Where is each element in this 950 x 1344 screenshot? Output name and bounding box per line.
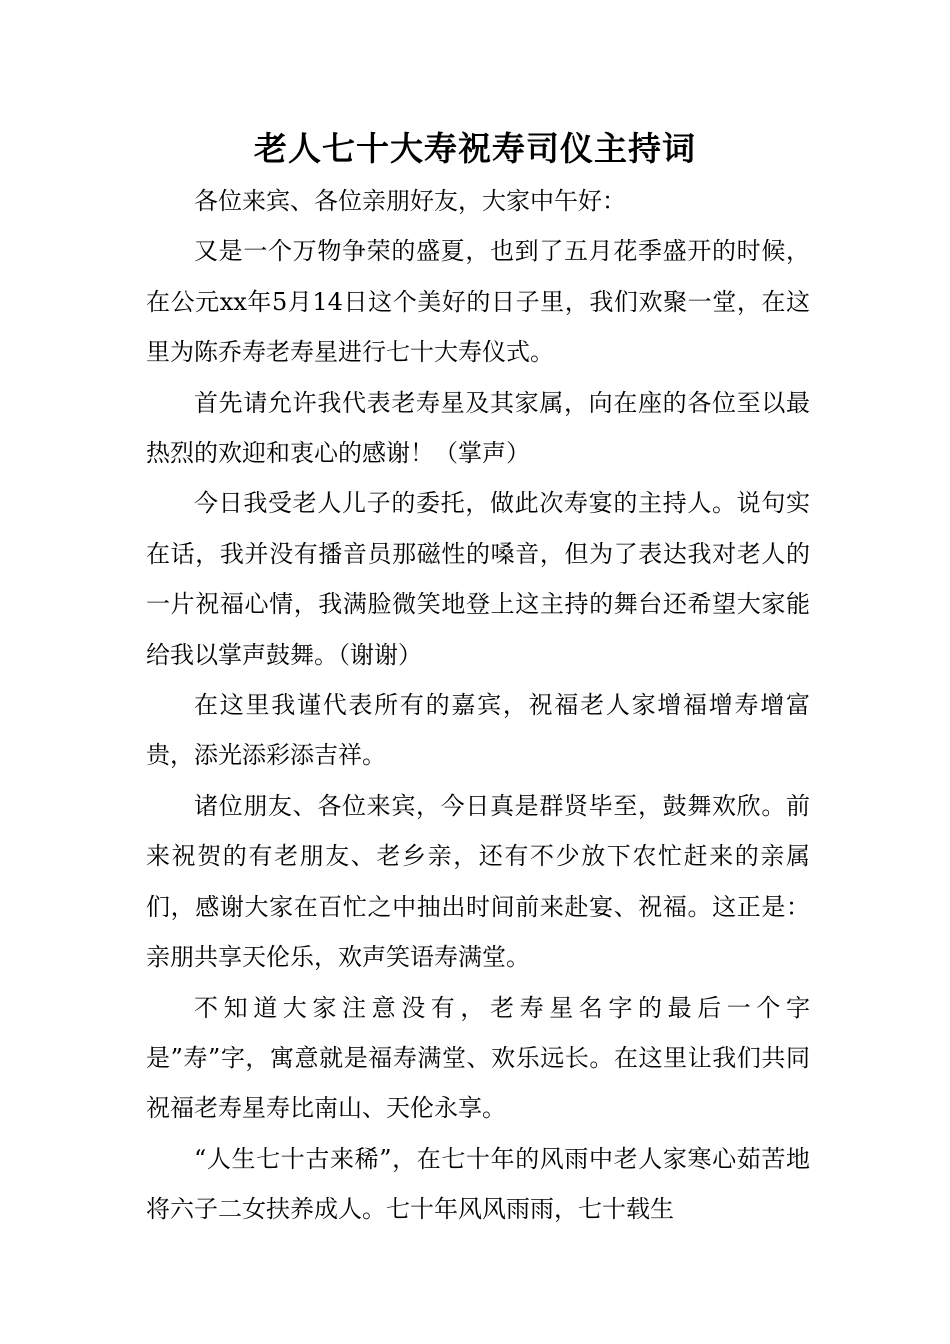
paragraph-guests: 诸位朋友、各位来宾，今日真是群贤毕至，鼓舞欢欣。前来祝贺的有老朋友、老乡亲，还有不少放下农忙赶来的亲属们，感谢大家在百忙之中抽出时间前来赴宴、祝福。这正是：亲朋共享天伦乐，欢声笑语寿满堂。 [146, 791, 810, 972]
document-title: 老人七十大寿祝寿司仪主持词 [254, 129, 696, 168]
paragraph-greeting: 各位来宾、各位亲朋好友，大家中午好： [194, 187, 626, 215]
paragraph-blessing: 在这里我谨代表所有的嘉宾，祝福老人家增福增寿增富贵，添光添彩添吉祥。 [146, 691, 810, 770]
paragraph-host-intro: 今日我受老人儿子的委托，做此次寿宴的主持人。说句实在话，我并没有播音员那磁性的嗓音，但为了表达我对老人的一片祝福心情，我满脸微笑地登上这主持的舞台还希望大家能给我以掌声鼓舞。（谢谢） [146, 489, 810, 669]
paragraph-welcome: 首先请允许我代表老寿星及其家属，向在座的各位至以最热烈的欢迎和衷心的感谢！（掌声） [146, 388, 810, 468]
paragraph-name-meaning: 不知道大家注意没有，老寿星名字的最后一个字是”寿”字，寓意就是福寿满堂、欢乐远长。在这里让我们共同祝福老寿星寿比南山、天伦永享。 [146, 993, 810, 1123]
document-body [146, 176, 810, 1235]
paragraph-life-story: “人生七十古来稀”，在七十年的风雨中老人家寒心茹苦地将六子二女扶养成人。七十年风风雨雨，七十载生 [146, 1144, 810, 1224]
paragraph-opening: 又是一个万物争荣的盛夏，也到了五月花季盛开的时候，在公元xx年5月14日这个美好的日子里，我们欢聚一堂，在这里为陈乔寿老寿星进行七十大寿仪式。 [146, 237, 810, 367]
